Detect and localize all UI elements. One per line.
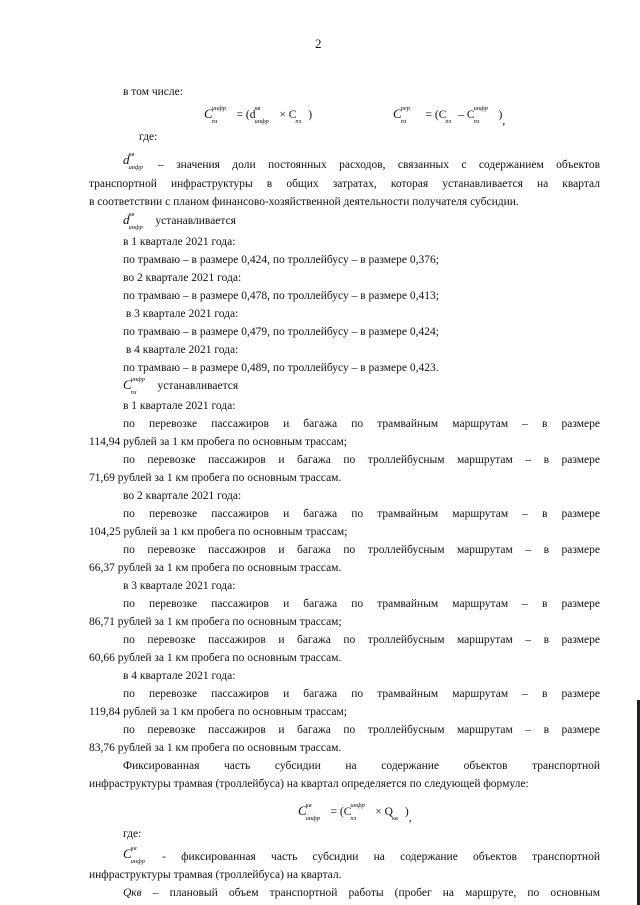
fixed-intro-line-1: Фиксированная часть субсидии на содержание объектов транспортной <box>123 760 600 772</box>
d-block-line: по трамваю – в размере 0,479, по троллейбусу – в размере 0,424; <box>123 326 439 338</box>
d-def-line-1: – значения доли постоянных расходов, связанных с содержанием объектов <box>158 159 600 171</box>
d-def-line-3: в соответствии с планом финансово-хозяйственной деятельности получателя субсидии. <box>89 196 519 208</box>
rate-line: 71,69 рублей за 1 км пробега по основным трассам. <box>89 472 342 484</box>
rate-line: по перевозке пассажиров и багажа по трамвайным маршрутам – в размере <box>123 508 600 520</box>
rate-line: по перевозке пассажиров и багажа по троллейбусным маршрутам – в размере <box>123 454 600 466</box>
fixed-intro-line-2: инфраструктуры трамвая (троллейбуса) на квартал определяется по следующей формуле: <box>89 778 529 790</box>
where-label-2: где: <box>123 828 142 840</box>
c-def-line-1: - фиксированная часть субсидии на содержание объектов транспортной <box>162 851 600 863</box>
formula-1: C инфр пз = (d кв инфр × C пз ) <box>204 105 313 126</box>
rate-line: по перевозке пассажиров и багажа по трамвайным маршрутам – в размере <box>123 598 600 610</box>
quarter-label: в 1 квартале 2021 года: <box>123 400 236 412</box>
d-block-line: в 1 квартале 2021 года: <box>123 236 236 248</box>
rate-line: 86,71 рублей за 1 км пробега по основным трассам; <box>89 616 342 628</box>
c-def-line-2: инфраструктуры трамвая (троллейбуса) на квартал. <box>89 869 342 881</box>
quarter-label: во 2 квартале 2021 года: <box>123 490 242 502</box>
quarter-label: в 4 квартале 2021 года: <box>123 670 236 682</box>
page-number: 2 <box>315 36 322 51</box>
formula-2: C пер пз = (C пз – C инфр пз ), <box>393 105 506 127</box>
rate-line: 60,66 рублей за 1 км пробега по основным трассам. <box>89 652 342 664</box>
rate-line: 119,84 рублей за 1 км пробега по основным трассам; <box>89 706 347 718</box>
rate-line: 83,76 рублей за 1 км пробега по основным трассам. <box>89 742 342 754</box>
d-block-line: по трамваю – в размере 0,478, по троллейбусу – в размере 0,413; <box>123 290 439 302</box>
d-block-line: в 4 квартале 2021 года: <box>123 344 239 356</box>
formula-3: C кв инфр = (C инфр пз × Q кв ), <box>298 802 412 824</box>
d-block-line: по трамваю – в размере 0,424, по троллейбусу – в размере 0,376; <box>123 254 439 266</box>
intro-text: в том числе: <box>123 86 183 98</box>
rate-line: 104,25 рублей за 1 км пробега по основным трассам; <box>89 526 348 538</box>
rate-line: по перевозке пассажиров и багажа по трамвайным маршрутам – в размере <box>123 688 600 700</box>
rate-line: по перевозке пассажиров и багажа по троллейбусным маршрутам – в размере <box>123 544 600 556</box>
c-def-symbol: C кв инфр <box>123 845 146 866</box>
d-block-line: в 3 квартале 2021 года: <box>123 308 239 320</box>
rate-line: 66,37 рублей за 1 км пробега по основным трассам. <box>89 562 342 574</box>
q-def-line-1: Qкв – плановый объем транспортной работы (пробег на маршруте, по основным <box>123 887 601 899</box>
rate-line: по перевозке пассажиров и багажа по трамвайным маршрутам – в размере <box>123 418 600 430</box>
rate-line: 114,94 рублей за 1 км пробега по основным трассам; <box>89 436 347 448</box>
rate-line: по перевозке пассажиров и багажа по троллейбусным маршрутам – в размере <box>123 724 600 736</box>
d-block-head: d кв инфр устанавливается <box>123 211 236 232</box>
d-block-line: по трамваю – в размере 0,489, по троллейбусу – в размере 0,423. <box>123 362 439 374</box>
d-block-line: во 2 квартале 2021 года: <box>123 272 242 284</box>
quarter-label: в 3 квартале 2021 года: <box>123 580 236 592</box>
d-symbol: d кв инфр <box>123 151 143 172</box>
d-def-line-2: транспортной инфраструктуры в общих затратах, которая устанавливается на квартал <box>89 178 600 190</box>
rate-line: по перевозке пассажиров и багажа по троллейбусным маршрутам – в размере <box>123 634 600 646</box>
where-label-1: где: <box>139 131 158 143</box>
c-block-head: C инфр пз устанавливается <box>123 376 239 397</box>
